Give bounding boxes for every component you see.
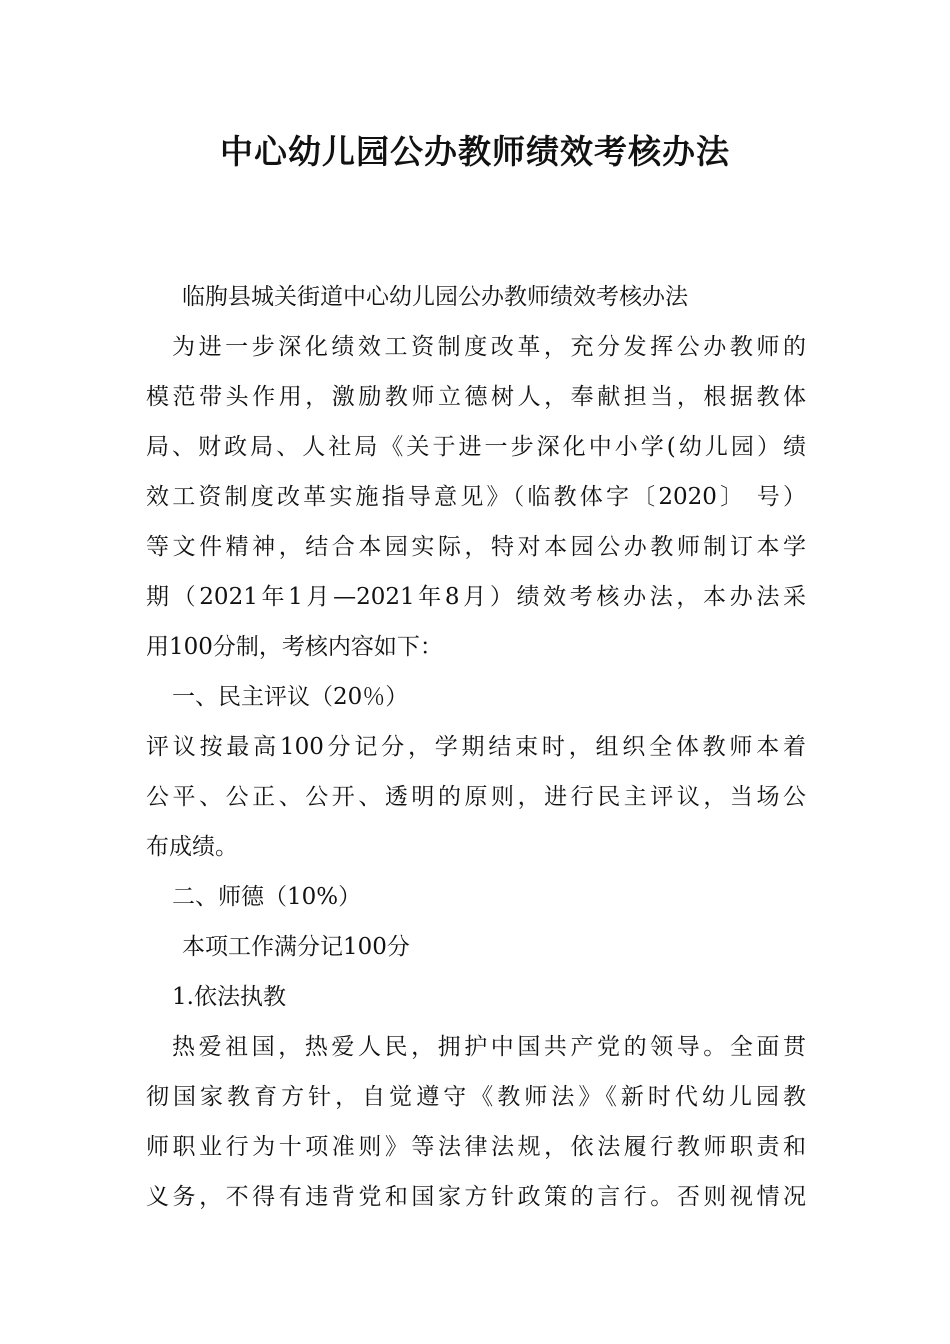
paragraph-line: 评议按最高100分记分，学期结束时，组织全体教师本着 [146,734,806,760]
document-body [146,272,806,1222]
paragraph-line: 师职业行为十项准则》等法律法规，依法履行教师职责和 [146,1134,806,1160]
paragraph-line: 期（2021年1月—2021年8月）绩效考核办法，本办法采 [146,584,806,610]
subsection-heading: 1.依法执教 [172,984,286,1010]
document-title: 中心幼儿园公办教师绩效考核办法 [220,132,730,171]
section-heading: 二、师德（10%） [172,884,362,910]
paragraph-line: 义务，不得有违背党和国家方针政策的言行。否则视情况 [146,1184,806,1210]
paragraph-line: 布成绩。 [146,834,238,860]
paragraph-line: 用100分制，考核内容如下： [146,634,443,660]
section-heading: 一、民主评议（20％） [172,684,409,710]
paragraph-line: 本项工作满分记100分 [182,934,410,960]
paragraph-line: 等文件精神，结合本园实际，特对本园公办教师制订本学 [146,534,806,560]
paragraph-line: 公平、公正、公开、透明的原则，进行民主评议，当场公 [146,784,806,810]
paragraph-line: 效工资制度改革实施指导意见》（临教体字〔2020〕 号） [146,484,806,510]
paragraph-line: 为进一步深化绩效工资制度改革，充分发挥公办教师的 [172,334,806,360]
paragraph-line: 热爱祖国，热爱人民，拥护中国共产党的领导。全面贯 [172,1034,806,1060]
subtitle-line: 临朐县城关街道中心幼儿园公办教师绩效考核办法 [182,284,688,310]
paragraph-line: 局、财政局、人社局《关于进一步深化中小学(幼儿园）绩 [146,434,806,460]
paragraph-line: 彻国家教育方针，自觉遵守《教师法》《新时代幼儿园教 [146,1084,806,1110]
paragraph-line: 模范带头作用，激励教师立德树人，奉献担当，根据教体 [146,384,806,410]
